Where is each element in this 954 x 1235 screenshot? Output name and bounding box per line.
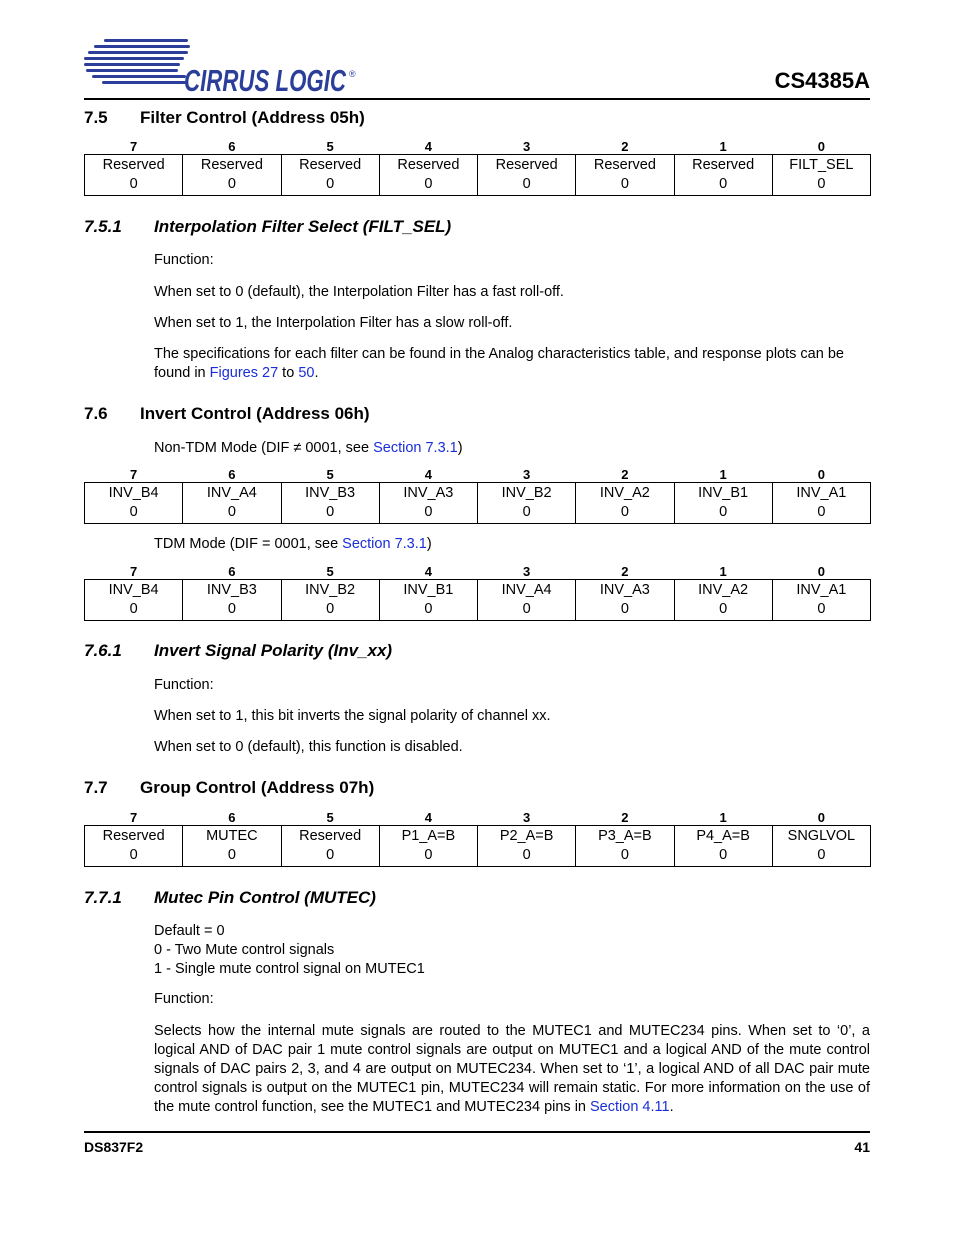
bit-default: 0 bbox=[227, 504, 236, 520]
bit-number: 6 bbox=[228, 139, 236, 154]
cirrus-logic-logo-graphic bbox=[84, 33, 374, 95]
bit-number: 3 bbox=[523, 139, 531, 154]
bit-default: 0 bbox=[227, 847, 236, 863]
bit-number: 7 bbox=[130, 139, 138, 154]
bit-number: 4 bbox=[424, 139, 432, 154]
logo-registered-mark: ® bbox=[349, 69, 356, 79]
bit-number: 5 bbox=[326, 139, 334, 154]
paragraph: Function: bbox=[154, 677, 214, 693]
bit-name: INV_B1 bbox=[698, 485, 749, 501]
bit-number: 4 bbox=[424, 810, 432, 825]
register-bit-cell bbox=[772, 580, 870, 621]
section-7-7-1-heading bbox=[84, 888, 376, 908]
register-bit-cell bbox=[772, 483, 870, 524]
logo-wordmark: CIRRUS LOGIC bbox=[184, 63, 347, 95]
cirrus-logic-logo bbox=[84, 33, 374, 95]
bit-default: 0 bbox=[620, 504, 629, 520]
register-bit-cell bbox=[576, 155, 674, 196]
bit-name: Reserved bbox=[299, 828, 362, 844]
bit-default: 0 bbox=[719, 847, 728, 863]
figures-27-link[interactable]: Figures 27 bbox=[209, 365, 279, 381]
register-bit-cell bbox=[85, 483, 183, 524]
page-number: 41 bbox=[854, 1139, 870, 1155]
register-bit-cell bbox=[674, 483, 772, 524]
invert-control-tdm-table bbox=[84, 561, 871, 621]
register-bit-cell bbox=[379, 580, 477, 621]
bit-number: 6 bbox=[228, 810, 236, 825]
paragraph: Function: bbox=[154, 252, 214, 268]
section-7-3-1-link[interactable]: Section 7.3.1 bbox=[373, 440, 458, 456]
register-bit-cell bbox=[281, 155, 379, 196]
bit-name: SNGLVOL bbox=[787, 828, 856, 844]
register-bit-cell bbox=[85, 826, 183, 867]
bit-number: 1 bbox=[719, 467, 727, 482]
register-bit-cell bbox=[379, 155, 477, 196]
bit-number: 7 bbox=[130, 810, 138, 825]
bit-default: 0 bbox=[522, 504, 531, 520]
bit-default: 0 bbox=[817, 176, 826, 192]
bit-name: P1_A=B bbox=[401, 828, 456, 844]
option-line: 0 - Two Mute control signals bbox=[154, 942, 335, 958]
bit-default: 0 bbox=[424, 504, 433, 520]
bit-number: 2 bbox=[621, 467, 629, 482]
bit-number: 1 bbox=[719, 810, 727, 825]
register-bit-cell bbox=[379, 483, 477, 524]
register-bit-cell bbox=[281, 483, 379, 524]
bit-number: 0 bbox=[817, 810, 825, 825]
register-bit-cell bbox=[281, 826, 379, 867]
bit-number: 1 bbox=[719, 139, 727, 154]
bit-name: INV_B3 bbox=[206, 582, 257, 598]
filter-control-register-table bbox=[84, 136, 871, 196]
bit-name: P3_A=B bbox=[598, 828, 652, 844]
register-bit-cell bbox=[183, 155, 281, 196]
paragraph-text: Selects how the internal mute signals are routed to the MUTEC1 and MUTEC234 pins. When set to ‘0’, a logical AND of DAC pair 1 mute control signals are output on MUTEC1 and a logical AND of the mute control signals of DAC pairs 2, 3, and 4 are output on MUTEC234. When set to ‘1’, a logical AND of all DAC pair mute control signals is output on the MUTEC1 pin, MUTEC234 will remain static. For more information on the use of the mute control function, see the MUTEC1 and MUTEC234 pins in bbox=[154, 1023, 870, 1115]
bit-name: Reserved bbox=[397, 157, 460, 173]
bit-name: INV_A2 bbox=[698, 582, 749, 598]
register-bit-row bbox=[85, 155, 871, 196]
section-number: 7.5 bbox=[84, 108, 108, 127]
paragraph: When set to 0 (default), this function is disabled. bbox=[154, 739, 463, 755]
section-number: 7.5.1 bbox=[84, 217, 122, 236]
bit-number: 4 bbox=[424, 467, 432, 482]
paragraph bbox=[154, 345, 870, 383]
bit-name: Reserved bbox=[102, 157, 165, 173]
invert-control-non-tdm-table bbox=[84, 464, 871, 524]
section-title: Invert Signal Polarity (Inv_xx) bbox=[154, 641, 393, 660]
section-7-6-1-heading bbox=[84, 641, 392, 661]
bit-name: INV_A1 bbox=[796, 582, 847, 598]
bit-name: Reserved bbox=[692, 157, 755, 173]
caption-text: TDM Mode (DIF = 0001, see bbox=[154, 536, 343, 552]
bit-number: 5 bbox=[326, 467, 334, 482]
bit-default: 0 bbox=[326, 504, 335, 520]
register-bit-cell bbox=[772, 826, 870, 867]
bit-name: Reserved bbox=[495, 157, 558, 173]
section-number: 7.7.1 bbox=[84, 888, 122, 907]
bit-name: INV_A4 bbox=[501, 582, 552, 598]
bit-name: INV_B2 bbox=[501, 485, 552, 501]
paragraph: When set to 1, the Interpolation Filter has a slow roll-off. bbox=[154, 315, 513, 331]
section-title: Filter Control (Address 05h) bbox=[140, 108, 365, 127]
section-title: Invert Control (Address 06h) bbox=[140, 404, 370, 423]
bit-number: 3 bbox=[523, 810, 531, 825]
bit-default: 0 bbox=[719, 176, 728, 192]
paragraph-text: . bbox=[314, 365, 319, 381]
bit-default: 0 bbox=[227, 601, 236, 617]
section-7-3-1-link[interactable]: Section 7.3.1 bbox=[342, 536, 427, 552]
bit-default: 0 bbox=[522, 847, 531, 863]
bit-default: 0 bbox=[817, 601, 826, 617]
section-7-7-heading bbox=[84, 778, 374, 798]
section-7-6-heading bbox=[84, 404, 370, 424]
paragraph: Function: bbox=[154, 991, 214, 1007]
bit-name: INV_A4 bbox=[206, 485, 257, 501]
bit-default: 0 bbox=[326, 847, 335, 863]
bit-number-row bbox=[85, 807, 871, 826]
bit-default: 0 bbox=[620, 601, 629, 617]
bit-name: INV_A3 bbox=[403, 485, 454, 501]
document-title: CS4385A bbox=[774, 68, 870, 93]
bit-name: INV_B4 bbox=[108, 485, 159, 501]
bit-number: 0 bbox=[817, 139, 825, 154]
bit-name: INV_A2 bbox=[599, 485, 650, 501]
section-number: 7.7 bbox=[84, 778, 108, 797]
paragraph: When set to 0 (default), the Interpolation Filter has a fast roll-off. bbox=[154, 284, 564, 300]
register-bit-cell bbox=[772, 155, 870, 196]
caption-text: ) bbox=[426, 536, 432, 552]
register-bit-cell bbox=[478, 826, 576, 867]
bit-default: 0 bbox=[620, 176, 629, 192]
section-number: 7.6 bbox=[84, 404, 108, 423]
bit-default: 0 bbox=[424, 176, 433, 192]
bit-default: 0 bbox=[424, 847, 433, 863]
bit-number: 2 bbox=[621, 564, 629, 579]
bit-default: 0 bbox=[522, 601, 531, 617]
bit-default: 0 bbox=[227, 176, 236, 192]
bit-name: P2_A=B bbox=[499, 828, 554, 844]
bit-default: 0 bbox=[817, 504, 826, 520]
bit-name: P4_A=B bbox=[696, 828, 750, 844]
bit-name: Reserved bbox=[200, 157, 263, 173]
bit-name: INV_A3 bbox=[599, 582, 650, 598]
register-bit-cell bbox=[674, 826, 772, 867]
register-bit-cell bbox=[478, 155, 576, 196]
section-title: Interpolation Filter Select (FILT_SEL) bbox=[154, 217, 452, 236]
bit-name: INV_A1 bbox=[796, 485, 847, 501]
option-line: 1 - Single mute control signal on MUTEC1 bbox=[154, 961, 425, 977]
register-bit-cell bbox=[183, 580, 281, 621]
header-rule bbox=[84, 98, 870, 100]
bit-number: 1 bbox=[719, 564, 727, 579]
bit-name: Reserved bbox=[299, 157, 362, 173]
bit-default: 0 bbox=[129, 601, 138, 617]
register-bit-row bbox=[85, 580, 871, 621]
bit-default: 0 bbox=[719, 601, 728, 617]
paragraph-text: . bbox=[669, 1099, 674, 1115]
bit-default: 0 bbox=[522, 176, 531, 192]
bit-name: FILT_SEL bbox=[789, 157, 854, 173]
bit-number: 5 bbox=[326, 564, 334, 579]
default-line: Default = 0 bbox=[154, 923, 225, 939]
bit-number: 7 bbox=[130, 467, 138, 482]
bit-name: MUTEC bbox=[206, 828, 258, 844]
bit-default: 0 bbox=[719, 504, 728, 520]
register-bit-cell bbox=[576, 580, 674, 621]
bit-number: 3 bbox=[523, 467, 531, 482]
bit-name: INV_B1 bbox=[403, 582, 454, 598]
bit-number: 2 bbox=[621, 810, 629, 825]
section-4-11-link[interactable]: Section 4.11 bbox=[590, 1099, 670, 1115]
document-id: DS837F2 bbox=[84, 1139, 144, 1155]
bit-default: 0 bbox=[326, 176, 335, 192]
figure-50-link[interactable]: 50 bbox=[298, 365, 315, 381]
bit-default: 0 bbox=[326, 601, 335, 617]
group-control-register-table bbox=[84, 807, 871, 867]
bit-name: Reserved bbox=[593, 157, 656, 173]
paragraph-text: The specifications for each filter can be found in the Analog characteristics table, and response plots can be found in bbox=[154, 346, 844, 381]
register-bit-cell bbox=[478, 580, 576, 621]
bit-number: 0 bbox=[817, 564, 825, 579]
register-bit-cell bbox=[85, 580, 183, 621]
default-values-block bbox=[154, 922, 870, 979]
register-bit-cell bbox=[674, 580, 772, 621]
register-bit-cell bbox=[379, 826, 477, 867]
paragraph: When set to 1, this bit inverts the signal polarity of channel xx. bbox=[154, 708, 551, 724]
register-bit-cell bbox=[183, 483, 281, 524]
paragraph-text: to bbox=[278, 365, 299, 381]
section-number: 7.6.1 bbox=[84, 641, 122, 660]
paragraph bbox=[154, 1022, 870, 1117]
register-bit-cell bbox=[183, 826, 281, 867]
bit-default: 0 bbox=[129, 847, 138, 863]
register-bit-row bbox=[85, 826, 871, 867]
bit-number: 6 bbox=[228, 564, 236, 579]
bit-default: 0 bbox=[424, 601, 433, 617]
bit-number: 2 bbox=[621, 139, 629, 154]
bit-name: INV_B4 bbox=[108, 582, 159, 598]
section-title: Group Control (Address 07h) bbox=[140, 778, 375, 797]
bit-default: 0 bbox=[817, 847, 826, 863]
section-7-5-1-heading bbox=[84, 217, 451, 237]
bit-default: 0 bbox=[129, 504, 138, 520]
register-bit-cell bbox=[576, 826, 674, 867]
register-bit-cell bbox=[85, 155, 183, 196]
bit-number-row bbox=[85, 464, 871, 483]
caption-text: Non-TDM Mode (DIF ≠ 0001, see bbox=[154, 440, 374, 456]
register-bit-cell bbox=[281, 580, 379, 621]
bit-number: 4 bbox=[424, 564, 432, 579]
caption-text: ) bbox=[457, 440, 463, 456]
section-title: Mutec Pin Control (MUTEC) bbox=[154, 888, 376, 907]
tdm-mode-caption bbox=[154, 535, 870, 554]
register-bit-cell bbox=[478, 483, 576, 524]
register-bit-row bbox=[85, 483, 871, 524]
bit-number: 3 bbox=[523, 564, 531, 579]
bit-number: 6 bbox=[228, 467, 236, 482]
bit-number-row bbox=[85, 136, 871, 155]
section-7-5-heading bbox=[84, 108, 365, 128]
bit-name: Reserved bbox=[102, 828, 165, 844]
bit-number: 0 bbox=[817, 467, 825, 482]
bit-number: 5 bbox=[326, 810, 334, 825]
non-tdm-mode-caption bbox=[154, 439, 870, 458]
bit-default: 0 bbox=[620, 847, 629, 863]
register-bit-cell bbox=[674, 155, 772, 196]
bit-name: INV_B2 bbox=[305, 582, 356, 598]
bit-number: 7 bbox=[130, 564, 138, 579]
bit-name: INV_B3 bbox=[305, 485, 356, 501]
register-bit-cell bbox=[576, 483, 674, 524]
footer-rule bbox=[84, 1131, 870, 1133]
bit-number-row bbox=[85, 561, 871, 580]
bit-default: 0 bbox=[129, 176, 138, 192]
